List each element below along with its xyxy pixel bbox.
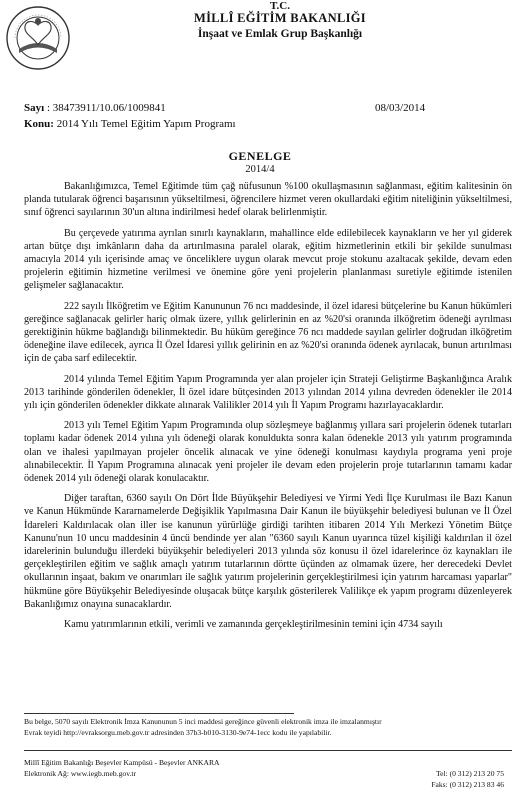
paragraph: 222 sayılı İlköğretim ve Eğitim Kanununun 76 ncı maddesinde, il özel idaresi bütçelerine bu Kanun hükümleri gereğince sağlanacak gelirler hariç olmak üzere, yıllık gelirlerinin en az %20'si oranında ilköğretim ödeneği ayrılması gerektiğinin hükme bağlandığı bilinmektedir. Bu hüküm gereğince 76 ncı maddede sayılan gelirler doğrudan ilköğretim ödeneğine ilave edilecek, ayrıca İl Özel İdaresi yıllık gelirinin en az %20'si oranında ödenek ayrılacak, bunun artırılması için de çaba sarf edilecektir.	[24, 300, 512, 365]
footer-tel: Tel: (0 312) 213 20 75	[435, 769, 504, 778]
konu-line	[24, 118, 236, 130]
ministry-logo-icon	[5, 5, 71, 71]
document-date: 08/03/2014	[375, 102, 426, 114]
document-body	[24, 180, 512, 638]
paragraph: 2014 yılında Temel Eğitim Yapım Programında yer alan projeler için Strateji Geliştirme Başkanlığınca Aralık 2013 tarihinde gönderilen ödenekler, İl özel idare bütçesinden 2013 yılından 2014 yılına devreden ödenekler ile 2014 yılı için gönderilen ödenekler dikkate alınarak Valilikler 2014 yılı İl Yapım Programı hazırlayacaklardır.	[24, 373, 512, 412]
footer-fax: Faks: (0 312) 213 83 46	[431, 780, 504, 789]
footer-address: Millî Eğitim Bakanlığı Beşevler Kampüsü - Beşevler ANKARA	[24, 758, 220, 767]
paragraph: Kamu yatırımlarının etkili, verimli ve zamanında gerçekleştirilmesinin temini için 4734 sayılı	[64, 619, 443, 631]
sayi-line	[24, 102, 166, 114]
paragraph: Bu çerçevede yatırıma ayrılan sınırlı kaynakların, mahallince elde edilebilecek kaynakların ve her yıl giderek artan bütçe dışı imkânların daha da artırılmasına paralel olarak, eğitim hizmetlerinin etkili bir şekilde sunulması amacıyla 2014 yılı içerisinde amaç ve önceliklere uygun olarak mevcut proje stokunu azaltacak şekilde, devam eden projelerin eğitimin hizmetine verilmesi ve önemine göre yeni projelerin planlanması suretiyle eğitimde istenilen gelişmeler sağlanacaktır.	[24, 227, 512, 292]
footnote-divider	[24, 713, 294, 714]
circular-title: GENELGE	[228, 149, 292, 163]
sayi-label: Sayı	[24, 102, 45, 114]
konu-value: 2014 Yılı Temel Eğitim Yapım Programı	[56, 118, 236, 130]
header-ministry: MİLLÎ EĞİTİM BAKANLIĞI	[194, 11, 366, 25]
header-department: İnşaat ve Emlak Grup Başkanlığı	[197, 28, 363, 40]
footer-web: Elektronik Ağ: www.iegb.meb.gov.tr	[24, 769, 137, 778]
esign-line-2: Evrak teyidi http://evraksorgu.meb.gov.tr adresinden 37b3-b010-3130-9e74-1ecc kodu ile yapılabilir.	[24, 728, 332, 737]
paragraph: Bakanlığımızca, Temel Eğitimde tüm çağ nüfusunun %100 okullaşmasının sağlanması, eğitim kalitesinin ön planda tutularak öğrenci başarısının yükseltilmesi, öğrencilere hizmet veren okullardaki eğitim niteliğinin yükseltilmesi, sınıf öğrenci sayılarının 30'un altına indirilmesi hedef olarak belirlenmiştir.	[24, 181, 512, 219]
circular-number: 2014/4	[245, 164, 275, 175]
konu-label: Konu:	[24, 118, 54, 130]
paragraph: 2013 yılı Temel Eğitim Yapım Programında olup sözleşmeye bağlanmış yıllara sari projelerin ödenek tutarları toplamı kadar ödenek 2014 yılına yılı ödeneği olarak konuldukta sonra kalan ödenekle 2013 yılı yatırım programında olan ve ihalesi yapılmayan projeler öncelik alınacak ve yine ödeneği konulması kaydıyla programa yeni proje alınabilecektir. İl Yapım Programına alınacak yeni projeler ile devam eden projelerin proje tutarlarının tamamı kadar ödenek 2014 yılı ödeneği olarak konulacaktır.	[24, 420, 512, 485]
paragraph: Diğer taraftan, 6360 sayılı On Dört İlde Büyükşehir Belediyesi ve Yirmi Yedi İlçe Kurulması ile Bazı Kanun ve Kanun Hükmünde Kararnamelerde Değişiklik Yapılmasına Dair Kanun ile büyükşehir belediyesi bulunan ve İl Özel İdareleri Kaldırılacak olan iller ise kanunun yürürlüğe girdiği tarihten itibaren 2014 Yılı Merkezi Yönetim Bütçe Kanunu'nun 10 uncu maddesinin 4 üncü bendinde yer alan "6360 sayılı Kanun uyarınca tüzel kişiliği kaldırılan il özel idarelerinin bulunduğu illerdeki büyükşehir belediyeleri 2013 yılında söz konusu il özel idarelerince öz kaynakları ile gerçekleştirilen eğitim ve sağlık amaçlı yatırım tutarlarının dörtte üçünden az olmamak üzere, her derecedeki Devlet okullarının inşaat, bakım ve onarımları ile sağlık yatırım projelerinin gerçekleştirilmesi için yatırım harcaması yaparlar" hükmüne göre Büyükşehir Belediyesinde oluşacak bütçe karşılık gösterilerek Valilikçe ek yapım programı düzenleyerek Bakanlığımız onayına sunacaklardır.	[24, 493, 512, 610]
esign-line-1: Bu belge, 5070 sayılı Elektronik İmza Kanununun 5 inci maddesi gereğince güvenli elektronik imza ile imzalanmıştır	[24, 717, 382, 726]
header-tc: T.C.	[270, 0, 290, 12]
sayi-value: : 38473911/10.06/1009841	[46, 102, 166, 114]
footer-divider	[24, 750, 512, 751]
